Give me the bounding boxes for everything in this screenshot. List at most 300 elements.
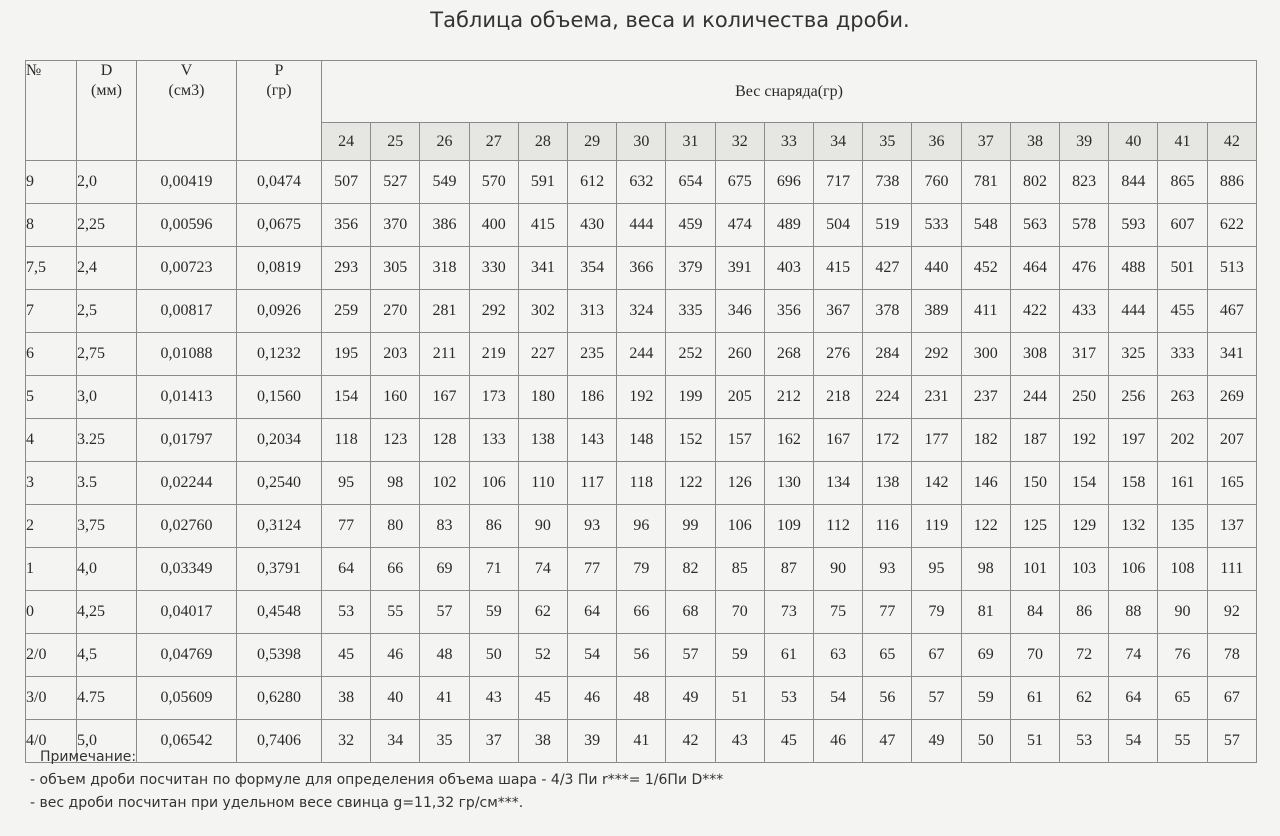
table-row xyxy=(26,548,1257,591)
cell-pellet-count: 54 xyxy=(568,634,617,677)
cell-pellet-count: 57 xyxy=(666,634,715,677)
cell-pellet-count: 87 xyxy=(764,548,813,591)
cell-shot-number: 9 xyxy=(26,161,77,204)
cell-pellet-count: 134 xyxy=(814,462,863,505)
cell-pellet-count: 80 xyxy=(371,505,420,548)
cell-pellet-count: 69 xyxy=(420,548,469,591)
cell-pellet-count: 865 xyxy=(1158,161,1207,204)
header-pellet-weight-label: P xyxy=(274,62,284,79)
cell-pellet-weight: 0,1560 xyxy=(237,376,322,419)
cell-pellet-count: 109 xyxy=(764,505,813,548)
cell-pellet-count: 86 xyxy=(1060,591,1109,634)
cell-pellet-count: 167 xyxy=(814,419,863,462)
table-row xyxy=(26,634,1257,677)
cell-pellet-count: 57 xyxy=(1207,720,1256,763)
cell-pellet-count: 61 xyxy=(1010,677,1059,720)
cell-pellet-count: 72 xyxy=(1060,634,1109,677)
header-charge-30: 30 xyxy=(617,123,666,161)
cell-pellet-weight: 0,0819 xyxy=(237,247,322,290)
cell-pellet-count: 199 xyxy=(666,376,715,419)
cell-pellet-count: 132 xyxy=(1109,505,1158,548)
cell-volume: 0,00723 xyxy=(137,247,237,290)
cell-pellet-count: 146 xyxy=(961,462,1010,505)
cell-pellet-count: 77 xyxy=(863,591,912,634)
cell-pellet-weight: 0,0675 xyxy=(237,204,322,247)
cell-pellet-count: 400 xyxy=(469,204,518,247)
cell-pellet-count: 148 xyxy=(617,419,666,462)
cell-pellet-count: 79 xyxy=(617,548,666,591)
cell-pellet-count: 607 xyxy=(1158,204,1207,247)
cell-pellet-count: 324 xyxy=(617,290,666,333)
cell-volume: 0,02244 xyxy=(137,462,237,505)
cell-pellet-count: 142 xyxy=(912,462,961,505)
cell-pellet-count: 654 xyxy=(666,161,715,204)
cell-pellet-count: 519 xyxy=(863,204,912,247)
cell-pellet-count: 760 xyxy=(912,161,961,204)
cell-pellet-count: 118 xyxy=(322,419,371,462)
cell-pellet-count: 35 xyxy=(420,720,469,763)
cell-pellet-count: 507 xyxy=(322,161,371,204)
cell-pellet-count: 158 xyxy=(1109,462,1158,505)
note-volume-formula: - объем дроби посчитан по формуле для определения объема шара - 4/3 Пи r***= 1/6Пи D*** xyxy=(30,772,724,788)
cell-shot-number: 0 xyxy=(26,591,77,634)
cell-diameter: 2,4 xyxy=(77,247,137,290)
cell-pellet-count: 32 xyxy=(322,720,371,763)
table-row xyxy=(26,462,1257,505)
cell-pellet-count: 65 xyxy=(1158,677,1207,720)
cell-pellet-count: 211 xyxy=(420,333,469,376)
cell-pellet-count: 138 xyxy=(863,462,912,505)
cell-pellet-count: 389 xyxy=(912,290,961,333)
cell-pellet-count: 123 xyxy=(371,419,420,462)
header-charge-weight: Вес снаряда(гр) xyxy=(322,61,1257,123)
cell-pellet-count: 63 xyxy=(814,634,863,677)
cell-pellet-count: 108 xyxy=(1158,548,1207,591)
cell-pellet-count: 415 xyxy=(814,247,863,290)
cell-pellet-count: 411 xyxy=(961,290,1010,333)
shot-table xyxy=(25,60,1257,763)
cell-pellet-weight: 0,3124 xyxy=(237,505,322,548)
table-row xyxy=(26,376,1257,419)
cell-pellet-count: 455 xyxy=(1158,290,1207,333)
cell-pellet-weight: 0,0926 xyxy=(237,290,322,333)
cell-pellet-count: 305 xyxy=(371,247,420,290)
header-volume-unit: (см3) xyxy=(168,82,205,99)
header-charge-40: 40 xyxy=(1109,123,1158,161)
header-charge-36: 36 xyxy=(912,123,961,161)
cell-pellet-count: 160 xyxy=(371,376,420,419)
header-diameter-unit: (мм) xyxy=(91,82,122,99)
cell-pellet-count: 46 xyxy=(568,677,617,720)
cell-pellet-count: 235 xyxy=(568,333,617,376)
cell-pellet-count: 427 xyxy=(863,247,912,290)
cell-pellet-count: 415 xyxy=(518,204,567,247)
header-charge-38: 38 xyxy=(1010,123,1059,161)
cell-shot-number: 2 xyxy=(26,505,77,548)
cell-pellet-count: 593 xyxy=(1109,204,1158,247)
cell-pellet-count: 34 xyxy=(371,720,420,763)
cell-pellet-count: 205 xyxy=(715,376,764,419)
cell-pellet-count: 76 xyxy=(1158,634,1207,677)
cell-pellet-count: 50 xyxy=(961,720,1010,763)
table-row xyxy=(26,204,1257,247)
cell-pellet-count: 260 xyxy=(715,333,764,376)
cell-pellet-count: 197 xyxy=(1109,419,1158,462)
cell-pellet-count: 269 xyxy=(1207,376,1256,419)
header-number: № xyxy=(26,61,77,161)
cell-volume: 0,03349 xyxy=(137,548,237,591)
cell-shot-number: 1 xyxy=(26,548,77,591)
cell-pellet-count: 111 xyxy=(1207,548,1256,591)
cell-pellet-count: 38 xyxy=(518,720,567,763)
cell-pellet-weight: 0,2540 xyxy=(237,462,322,505)
cell-pellet-count: 101 xyxy=(1010,548,1059,591)
cell-volume: 0,01088 xyxy=(137,333,237,376)
cell-pellet-count: 187 xyxy=(1010,419,1059,462)
cell-pellet-count: 90 xyxy=(518,505,567,548)
cell-pellet-count: 74 xyxy=(518,548,567,591)
cell-pellet-count: 43 xyxy=(715,720,764,763)
cell-pellet-count: 57 xyxy=(912,677,961,720)
cell-pellet-count: 433 xyxy=(1060,290,1109,333)
cell-pellet-count: 203 xyxy=(371,333,420,376)
cell-pellet-count: 98 xyxy=(961,548,1010,591)
cell-pellet-count: 110 xyxy=(518,462,567,505)
header-charge-25: 25 xyxy=(371,123,420,161)
cell-pellet-count: 66 xyxy=(371,548,420,591)
cell-pellet-count: 64 xyxy=(568,591,617,634)
cell-volume: 0,00817 xyxy=(137,290,237,333)
cell-pellet-count: 122 xyxy=(666,462,715,505)
header-diameter xyxy=(77,61,137,161)
cell-pellet-count: 270 xyxy=(371,290,420,333)
header-pellet-weight-unit: (гр) xyxy=(266,82,292,99)
cell-pellet-count: 504 xyxy=(814,204,863,247)
cell-pellet-count: 430 xyxy=(568,204,617,247)
cell-pellet-count: 318 xyxy=(420,247,469,290)
table-row xyxy=(26,247,1257,290)
cell-pellet-count: 346 xyxy=(715,290,764,333)
cell-pellet-count: 202 xyxy=(1158,419,1207,462)
cell-pellet-count: 313 xyxy=(568,290,617,333)
cell-pellet-count: 90 xyxy=(1158,591,1207,634)
cell-pellet-count: 292 xyxy=(912,333,961,376)
cell-pellet-count: 474 xyxy=(715,204,764,247)
cell-pellet-weight: 0,6280 xyxy=(237,677,322,720)
cell-pellet-count: 333 xyxy=(1158,333,1207,376)
cell-pellet-weight: 0,1232 xyxy=(237,333,322,376)
table-row xyxy=(26,333,1257,376)
cell-pellet-count: 675 xyxy=(715,161,764,204)
cell-pellet-count: 50 xyxy=(469,634,518,677)
cell-pellet-count: 378 xyxy=(863,290,912,333)
cell-pellet-count: 41 xyxy=(617,720,666,763)
cell-shot-number: 5 xyxy=(26,376,77,419)
cell-pellet-count: 391 xyxy=(715,247,764,290)
cell-pellet-count: 70 xyxy=(1010,634,1059,677)
cell-pellet-count: 66 xyxy=(617,591,666,634)
cell-diameter: 3,0 xyxy=(77,376,137,419)
cell-pellet-count: 150 xyxy=(1010,462,1059,505)
cell-pellet-count: 96 xyxy=(617,505,666,548)
cell-pellet-count: 325 xyxy=(1109,333,1158,376)
cell-pellet-count: 237 xyxy=(961,376,1010,419)
cell-pellet-count: 533 xyxy=(912,204,961,247)
cell-pellet-count: 696 xyxy=(764,161,813,204)
cell-pellet-count: 92 xyxy=(1207,591,1256,634)
cell-pellet-count: 59 xyxy=(961,677,1010,720)
cell-pellet-count: 300 xyxy=(961,333,1010,376)
cell-volume: 0,04769 xyxy=(137,634,237,677)
cell-pellet-count: 186 xyxy=(568,376,617,419)
cell-pellet-count: 231 xyxy=(912,376,961,419)
cell-pellet-count: 802 xyxy=(1010,161,1059,204)
cell-pellet-count: 137 xyxy=(1207,505,1256,548)
header-charge-28: 28 xyxy=(518,123,567,161)
cell-pellet-count: 167 xyxy=(420,376,469,419)
cell-pellet-count: 86 xyxy=(469,505,518,548)
cell-pellet-count: 356 xyxy=(322,204,371,247)
cell-pellet-count: 578 xyxy=(1060,204,1109,247)
cell-pellet-count: 49 xyxy=(912,720,961,763)
cell-pellet-count: 73 xyxy=(764,591,813,634)
cell-diameter: 4,25 xyxy=(77,591,137,634)
cell-pellet-count: 173 xyxy=(469,376,518,419)
cell-pellet-count: 172 xyxy=(863,419,912,462)
table-row xyxy=(26,677,1257,720)
cell-pellet-weight: 0,4548 xyxy=(237,591,322,634)
cell-pellet-count: 46 xyxy=(814,720,863,763)
cell-pellet-count: 422 xyxy=(1010,290,1059,333)
cell-pellet-count: 126 xyxy=(715,462,764,505)
cell-pellet-count: 69 xyxy=(961,634,1010,677)
cell-pellet-count: 82 xyxy=(666,548,715,591)
header-volume-label: V xyxy=(180,62,193,79)
cell-pellet-count: 622 xyxy=(1207,204,1256,247)
table-body xyxy=(26,161,1257,763)
cell-pellet-count: 549 xyxy=(420,161,469,204)
cell-pellet-count: 781 xyxy=(961,161,1010,204)
cell-pellet-count: 77 xyxy=(568,548,617,591)
note-lead-density: - вес дроби посчитан при удельном весе свинца g=11,32 гр/см***. xyxy=(30,795,524,811)
cell-pellet-count: 42 xyxy=(666,720,715,763)
cell-pellet-count: 143 xyxy=(568,419,617,462)
header-charge-37: 37 xyxy=(961,123,1010,161)
cell-pellet-count: 84 xyxy=(1010,591,1059,634)
cell-pellet-count: 263 xyxy=(1158,376,1207,419)
cell-pellet-weight: 0,0474 xyxy=(237,161,322,204)
cell-pellet-count: 284 xyxy=(863,333,912,376)
cell-pellet-count: 45 xyxy=(322,634,371,677)
cell-diameter: 2,25 xyxy=(77,204,137,247)
cell-pellet-count: 250 xyxy=(1060,376,1109,419)
cell-pellet-count: 370 xyxy=(371,204,420,247)
cell-pellet-count: 56 xyxy=(863,677,912,720)
cell-pellet-count: 330 xyxy=(469,247,518,290)
cell-pellet-count: 128 xyxy=(420,419,469,462)
cell-pellet-count: 47 xyxy=(863,720,912,763)
cell-pellet-count: 452 xyxy=(961,247,1010,290)
cell-pellet-count: 632 xyxy=(617,161,666,204)
cell-pellet-count: 192 xyxy=(1060,419,1109,462)
table-row xyxy=(26,505,1257,548)
cell-pellet-count: 133 xyxy=(469,419,518,462)
cell-pellet-count: 717 xyxy=(814,161,863,204)
header-charge-29: 29 xyxy=(568,123,617,161)
cell-pellet-count: 112 xyxy=(814,505,863,548)
cell-pellet-count: 591 xyxy=(518,161,567,204)
cell-pellet-count: 317 xyxy=(1060,333,1109,376)
table-row xyxy=(26,290,1257,333)
cell-pellet-count: 195 xyxy=(322,333,371,376)
cell-pellet-weight: 0,2034 xyxy=(237,419,322,462)
cell-pellet-count: 53 xyxy=(1060,720,1109,763)
cell-pellet-count: 45 xyxy=(764,720,813,763)
cell-pellet-count: 54 xyxy=(1109,720,1158,763)
cell-pellet-count: 570 xyxy=(469,161,518,204)
cell-pellet-count: 180 xyxy=(518,376,567,419)
cell-pellet-count: 64 xyxy=(1109,677,1158,720)
cell-pellet-count: 117 xyxy=(568,462,617,505)
header-diameter-label: D xyxy=(100,62,113,79)
cell-pellet-count: 308 xyxy=(1010,333,1059,376)
cell-volume: 0,00596 xyxy=(137,204,237,247)
cell-pellet-count: 161 xyxy=(1158,462,1207,505)
cell-pellet-count: 379 xyxy=(666,247,715,290)
cell-pellet-count: 93 xyxy=(863,548,912,591)
cell-pellet-count: 38 xyxy=(322,677,371,720)
cell-pellet-count: 444 xyxy=(1109,290,1158,333)
header-charge-42: 42 xyxy=(1207,123,1256,161)
cell-pellet-count: 122 xyxy=(961,505,1010,548)
cell-pellet-count: 252 xyxy=(666,333,715,376)
cell-pellet-count: 98 xyxy=(371,462,420,505)
cell-pellet-count: 293 xyxy=(322,247,371,290)
cell-shot-number: 3/0 xyxy=(26,677,77,720)
cell-pellet-count: 354 xyxy=(568,247,617,290)
cell-diameter: 2,5 xyxy=(77,290,137,333)
cell-pellet-count: 129 xyxy=(1060,505,1109,548)
cell-pellet-count: 53 xyxy=(764,677,813,720)
table-row xyxy=(26,591,1257,634)
header-charge-35: 35 xyxy=(863,123,912,161)
cell-shot-number: 6 xyxy=(26,333,77,376)
cell-pellet-count: 281 xyxy=(420,290,469,333)
cell-pellet-count: 386 xyxy=(420,204,469,247)
cell-pellet-count: 488 xyxy=(1109,247,1158,290)
cell-pellet-count: 244 xyxy=(617,333,666,376)
cell-pellet-count: 65 xyxy=(863,634,912,677)
cell-pellet-count: 57 xyxy=(420,591,469,634)
cell-pellet-count: 106 xyxy=(469,462,518,505)
cell-pellet-count: 738 xyxy=(863,161,912,204)
cell-pellet-count: 95 xyxy=(912,548,961,591)
cell-pellet-count: 37 xyxy=(469,720,518,763)
cell-pellet-count: 440 xyxy=(912,247,961,290)
header-charge-32: 32 xyxy=(715,123,764,161)
cell-pellet-count: 563 xyxy=(1010,204,1059,247)
cell-pellet-count: 244 xyxy=(1010,376,1059,419)
cell-pellet-count: 103 xyxy=(1060,548,1109,591)
cell-volume: 0,00419 xyxy=(137,161,237,204)
cell-pellet-weight: 0,5398 xyxy=(237,634,322,677)
cell-pellet-count: 177 xyxy=(912,419,961,462)
cell-pellet-count: 48 xyxy=(420,634,469,677)
header-charge-24: 24 xyxy=(322,123,371,161)
cell-pellet-count: 152 xyxy=(666,419,715,462)
cell-pellet-count: 219 xyxy=(469,333,518,376)
cell-pellet-count: 459 xyxy=(666,204,715,247)
header-charge-39: 39 xyxy=(1060,123,1109,161)
cell-pellet-count: 162 xyxy=(764,419,813,462)
cell-pellet-count: 125 xyxy=(1010,505,1059,548)
cell-pellet-count: 41 xyxy=(420,677,469,720)
cell-pellet-count: 464 xyxy=(1010,247,1059,290)
cell-pellet-count: 259 xyxy=(322,290,371,333)
cell-pellet-count: 335 xyxy=(666,290,715,333)
cell-pellet-count: 467 xyxy=(1207,290,1256,333)
cell-pellet-count: 276 xyxy=(814,333,863,376)
cell-pellet-count: 68 xyxy=(666,591,715,634)
cell-pellet-count: 212 xyxy=(764,376,813,419)
cell-pellet-count: 192 xyxy=(617,376,666,419)
header-charge-41: 41 xyxy=(1158,123,1207,161)
cell-pellet-count: 119 xyxy=(912,505,961,548)
cell-diameter: 3,75 xyxy=(77,505,137,548)
cell-diameter: 3.5 xyxy=(77,462,137,505)
cell-pellet-count: 135 xyxy=(1158,505,1207,548)
header-pellet-weight xyxy=(237,61,322,161)
notes-heading: Примечание: xyxy=(40,749,137,765)
cell-pellet-count: 95 xyxy=(322,462,371,505)
notes-block xyxy=(30,746,723,815)
cell-pellet-weight: 0,7406 xyxy=(237,720,322,763)
cell-pellet-count: 823 xyxy=(1060,161,1109,204)
cell-pellet-count: 501 xyxy=(1158,247,1207,290)
cell-pellet-count: 292 xyxy=(469,290,518,333)
cell-shot-number: 7 xyxy=(26,290,77,333)
cell-diameter: 2,75 xyxy=(77,333,137,376)
cell-pellet-weight: 0,3791 xyxy=(237,548,322,591)
cell-shot-number: 7,5 xyxy=(26,247,77,290)
cell-pellet-count: 227 xyxy=(518,333,567,376)
cell-pellet-count: 256 xyxy=(1109,376,1158,419)
cell-volume: 0,04017 xyxy=(137,591,237,634)
cell-diameter: 2,0 xyxy=(77,161,137,204)
header-charge-27: 27 xyxy=(469,123,518,161)
cell-pellet-count: 102 xyxy=(420,462,469,505)
cell-shot-number: 4/0 xyxy=(26,720,77,763)
cell-pellet-count: 77 xyxy=(322,505,371,548)
cell-pellet-count: 182 xyxy=(961,419,1010,462)
cell-pellet-count: 62 xyxy=(1060,677,1109,720)
cell-pellet-count: 612 xyxy=(568,161,617,204)
cell-pellet-count: 48 xyxy=(617,677,666,720)
cell-pellet-count: 106 xyxy=(1109,548,1158,591)
cell-pellet-count: 64 xyxy=(322,548,371,591)
cell-pellet-count: 79 xyxy=(912,591,961,634)
table-row xyxy=(26,161,1257,204)
cell-pellet-count: 106 xyxy=(715,505,764,548)
cell-pellet-count: 67 xyxy=(1207,677,1256,720)
cell-diameter: 4,0 xyxy=(77,548,137,591)
cell-pellet-count: 52 xyxy=(518,634,567,677)
cell-volume: 0,05609 xyxy=(137,677,237,720)
cell-pellet-count: 367 xyxy=(814,290,863,333)
cell-pellet-count: 154 xyxy=(322,376,371,419)
header-charge-34: 34 xyxy=(814,123,863,161)
cell-pellet-count: 67 xyxy=(912,634,961,677)
